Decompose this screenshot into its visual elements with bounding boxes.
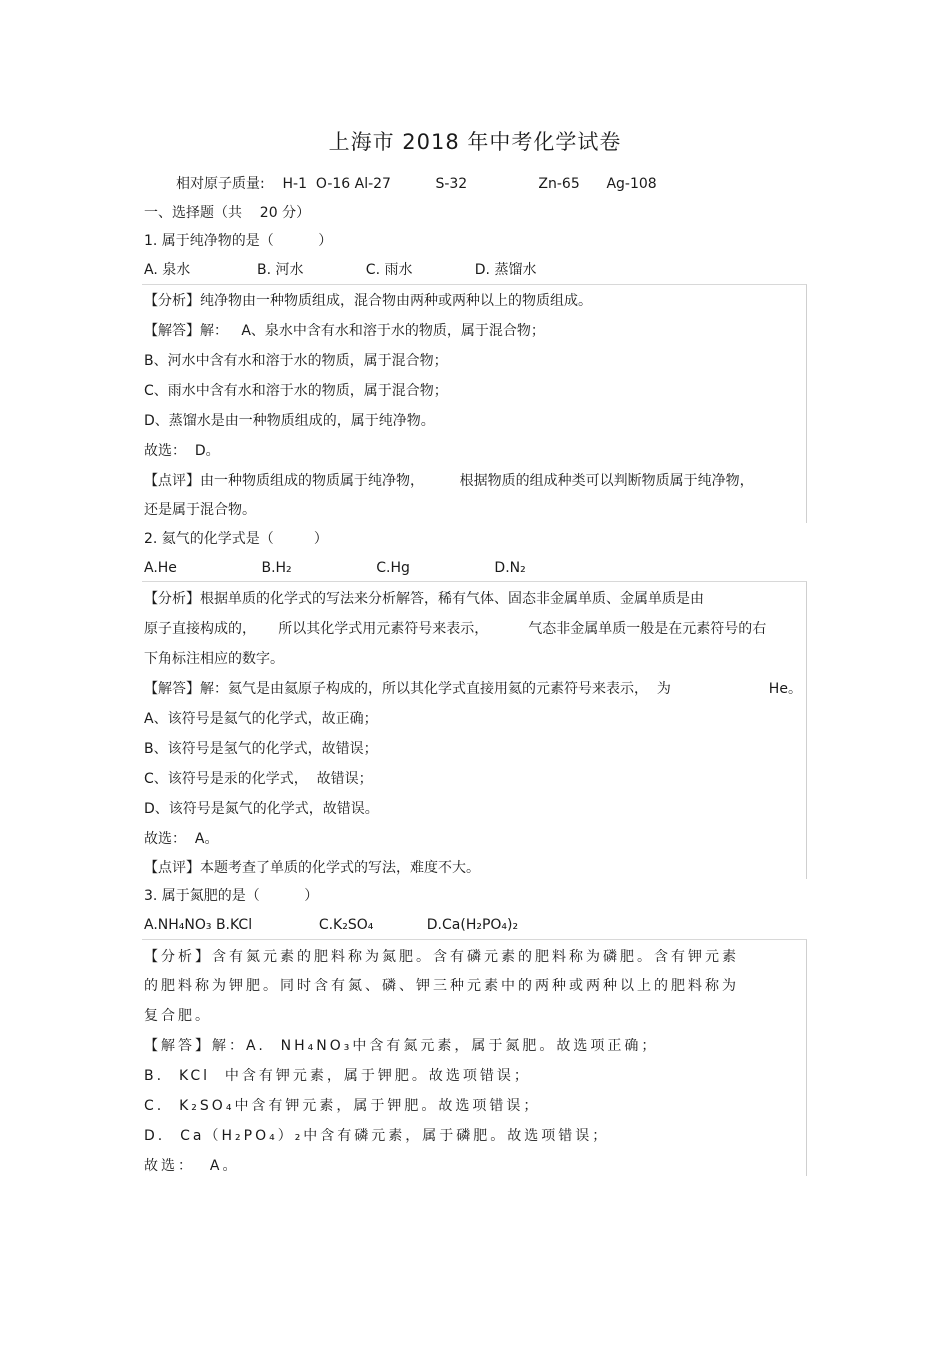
q2-option-b: B、该符号是氢气的化学式，故错误； <box>144 741 378 757</box>
q3-analysis-1: 【分析】含有氮元素的肥料称为氮肥。含有磷元素的肥料称为磷肥。含有钾元素 <box>144 949 739 965</box>
q2-choice: 故选： A。 <box>144 831 219 847</box>
q3-analysis-3: 复合肥。 <box>144 1008 212 1024</box>
q2-analysis-2: 原子直接构成的， 所以其化学式用元素符号来表示， 气态非金属单质一般是在元素符号的右 <box>144 621 767 637</box>
question-1: 1. 属于纯净物的是（ ） <box>144 233 333 249</box>
question-2-explanation <box>142 581 807 879</box>
q2-answer: 【解答】解：氦气是由氦原子构成的，所以其化学式直接用氦的元素符号来表示， 为 He。 <box>144 681 802 697</box>
q1-review-1: 【点评】由一种物质组成的物质属于纯净物， 根据物质的组成种类可以判断物质属于纯净物， <box>144 473 754 489</box>
q3-option-c: C. K₂SO₄中含有钾元素，属于钾肥。故选项错误； <box>144 1098 541 1114</box>
q2-review: 【点评】本题考查了单质的化学式的写法，难度不大。 <box>144 860 480 876</box>
q1-option-d: D、蒸馏水是由一种物质组成的，属于纯净物。 <box>144 413 435 429</box>
q1-choice: 故选： D。 <box>144 443 220 459</box>
atomic-mass-line: 相对原子质量: H-1 O-16 Al-27 S-32 Zn-65 Ag-108 <box>176 176 657 192</box>
question-3: 3. 属于氮肥的是（ ） <box>144 888 319 904</box>
q1-analysis: 【分析】纯净物由一种物质组成，混合物由两种或两种以上的物质组成。 <box>144 293 592 309</box>
question-2: 2. 氦气的化学式是（ ） <box>144 531 328 547</box>
q3-answer: 【解答】解：A. NH₄NO₃中含有氮元素，属于氮肥。故选项正确； <box>144 1038 659 1054</box>
q1-answer: 【解答】解： A、泉水中含有水和溶于水的物质，属于混合物； <box>144 323 545 339</box>
question-2-options: A.He B.H₂ C.Hg D.N₂ <box>144 560 526 576</box>
question-1-options: A. 泉水 B. 河水 C. 雨水 D. 蒸馏水 <box>144 262 537 278</box>
question-1-explanation <box>142 284 807 523</box>
question-3-explanation <box>142 939 807 1176</box>
q2-option-a: A、该符号是氦气的化学式，故正确； <box>144 711 378 727</box>
q2-analysis-1: 【分析】根据单质的化学式的写法来分析解答，稀有气体、固态非金属单质、金属单质是由 <box>144 591 704 607</box>
section-heading: 一、选择题（共 20 分） <box>144 205 311 221</box>
q1-option-c: C、雨水中含有水和溶于水的物质，属于混合物； <box>144 383 448 399</box>
q3-analysis-2: 的肥料称为钾肥。同时含有氮、磷、钾三种元素中的两种或两种以上的肥料称为 <box>144 978 739 994</box>
q3-option-d: D. Ca（H₂PO₄）₂中含有磷元素，属于磷肥。故选项错误； <box>144 1128 610 1144</box>
q2-analysis-3: 下角标注相应的数字。 <box>144 651 284 667</box>
q3-option-b: B. KCl 中含有钾元素，属于钾肥。故选项错误； <box>144 1068 531 1084</box>
q2-option-d: D、该符号是氮气的化学式，故错误。 <box>144 801 379 817</box>
q2-option-c: C、该符号是汞的化学式， 故错误； <box>144 771 373 787</box>
q1-option-b: B、河水中含有水和溶于水的物质，属于混合物； <box>144 353 448 369</box>
q3-choice: 故选： A。 <box>144 1158 240 1174</box>
page-title: 上海市 2018 年中考化学试卷 <box>328 130 622 154</box>
q1-review-2: 还是属于混合物。 <box>144 502 256 518</box>
question-3-options: A.NH₄NO₃ B.KCl C.K₂SO₄ D.Ca(H₂PO₄)₂ <box>144 917 519 933</box>
